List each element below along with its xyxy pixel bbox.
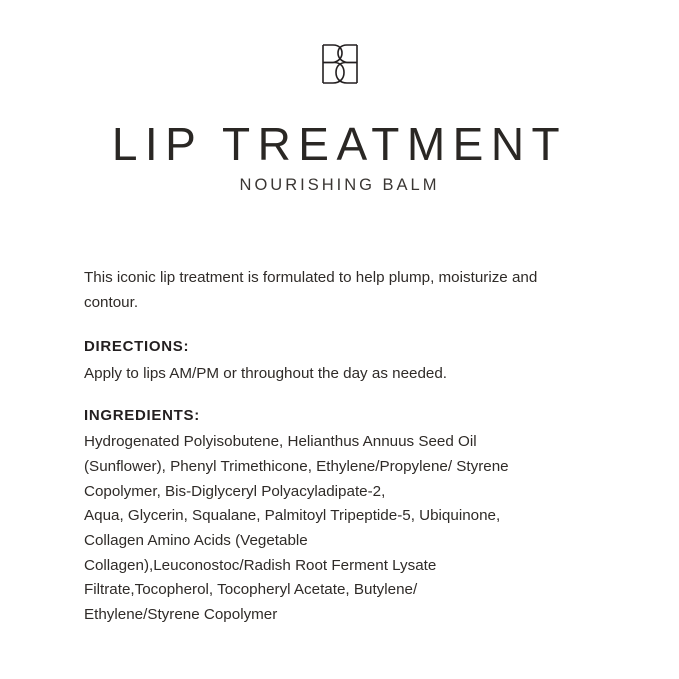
- ingredients-heading: INGREDIENTS:: [84, 407, 200, 425]
- ingredients-line: Aqua, Glycerin, Squalane, Palmitoyl Tripeptide-5, Ubiquinone,: [84, 507, 501, 525]
- product-description: [84, 266, 594, 627]
- ingredients-line: Ethylene/Styrene Copolymer: [84, 605, 278, 623]
- ingredients-line: Collagen),Leuconostoc/Radish Root Ferment Lysate: [84, 556, 437, 574]
- page-subtitle: NOURISHING BALM: [239, 176, 440, 194]
- directions-line: Apply to lips AM/PM or throughout the day as needed.: [84, 364, 448, 382]
- ingredients-line: Filtrate,Tocopherol, Tocopheryl Acetate, Butylene/: [84, 581, 418, 599]
- ingredients-line: Copolymer, Bis-Diglyceryl Polyacyladipate-2,: [84, 482, 386, 500]
- section-ingredients: [84, 404, 594, 627]
- directions-heading: DIRECTIONS:: [84, 338, 190, 356]
- ingredients-line: (Sunflower), Phenyl Trimethicone, Ethylene/Propylene/ Styrene: [84, 458, 509, 476]
- brand-logo: [0, 42, 679, 91]
- directions-body: [84, 362, 594, 387]
- ingredients-line: Collagen Amino Acids (Vegetable: [84, 531, 308, 549]
- bb-monogram-logo-icon: [309, 42, 371, 86]
- section-directions: [84, 335, 594, 386]
- intro-paragraph: This iconic lip treatment is formulated to help plump, moisturize and contour.: [84, 269, 538, 311]
- page-title: LIP TREATMENT: [111, 118, 568, 170]
- ingredients-line: Hydrogenated Polyisobutene, Helianthus Annuus Seed Oil: [84, 433, 477, 451]
- ingredients-body: [84, 430, 594, 627]
